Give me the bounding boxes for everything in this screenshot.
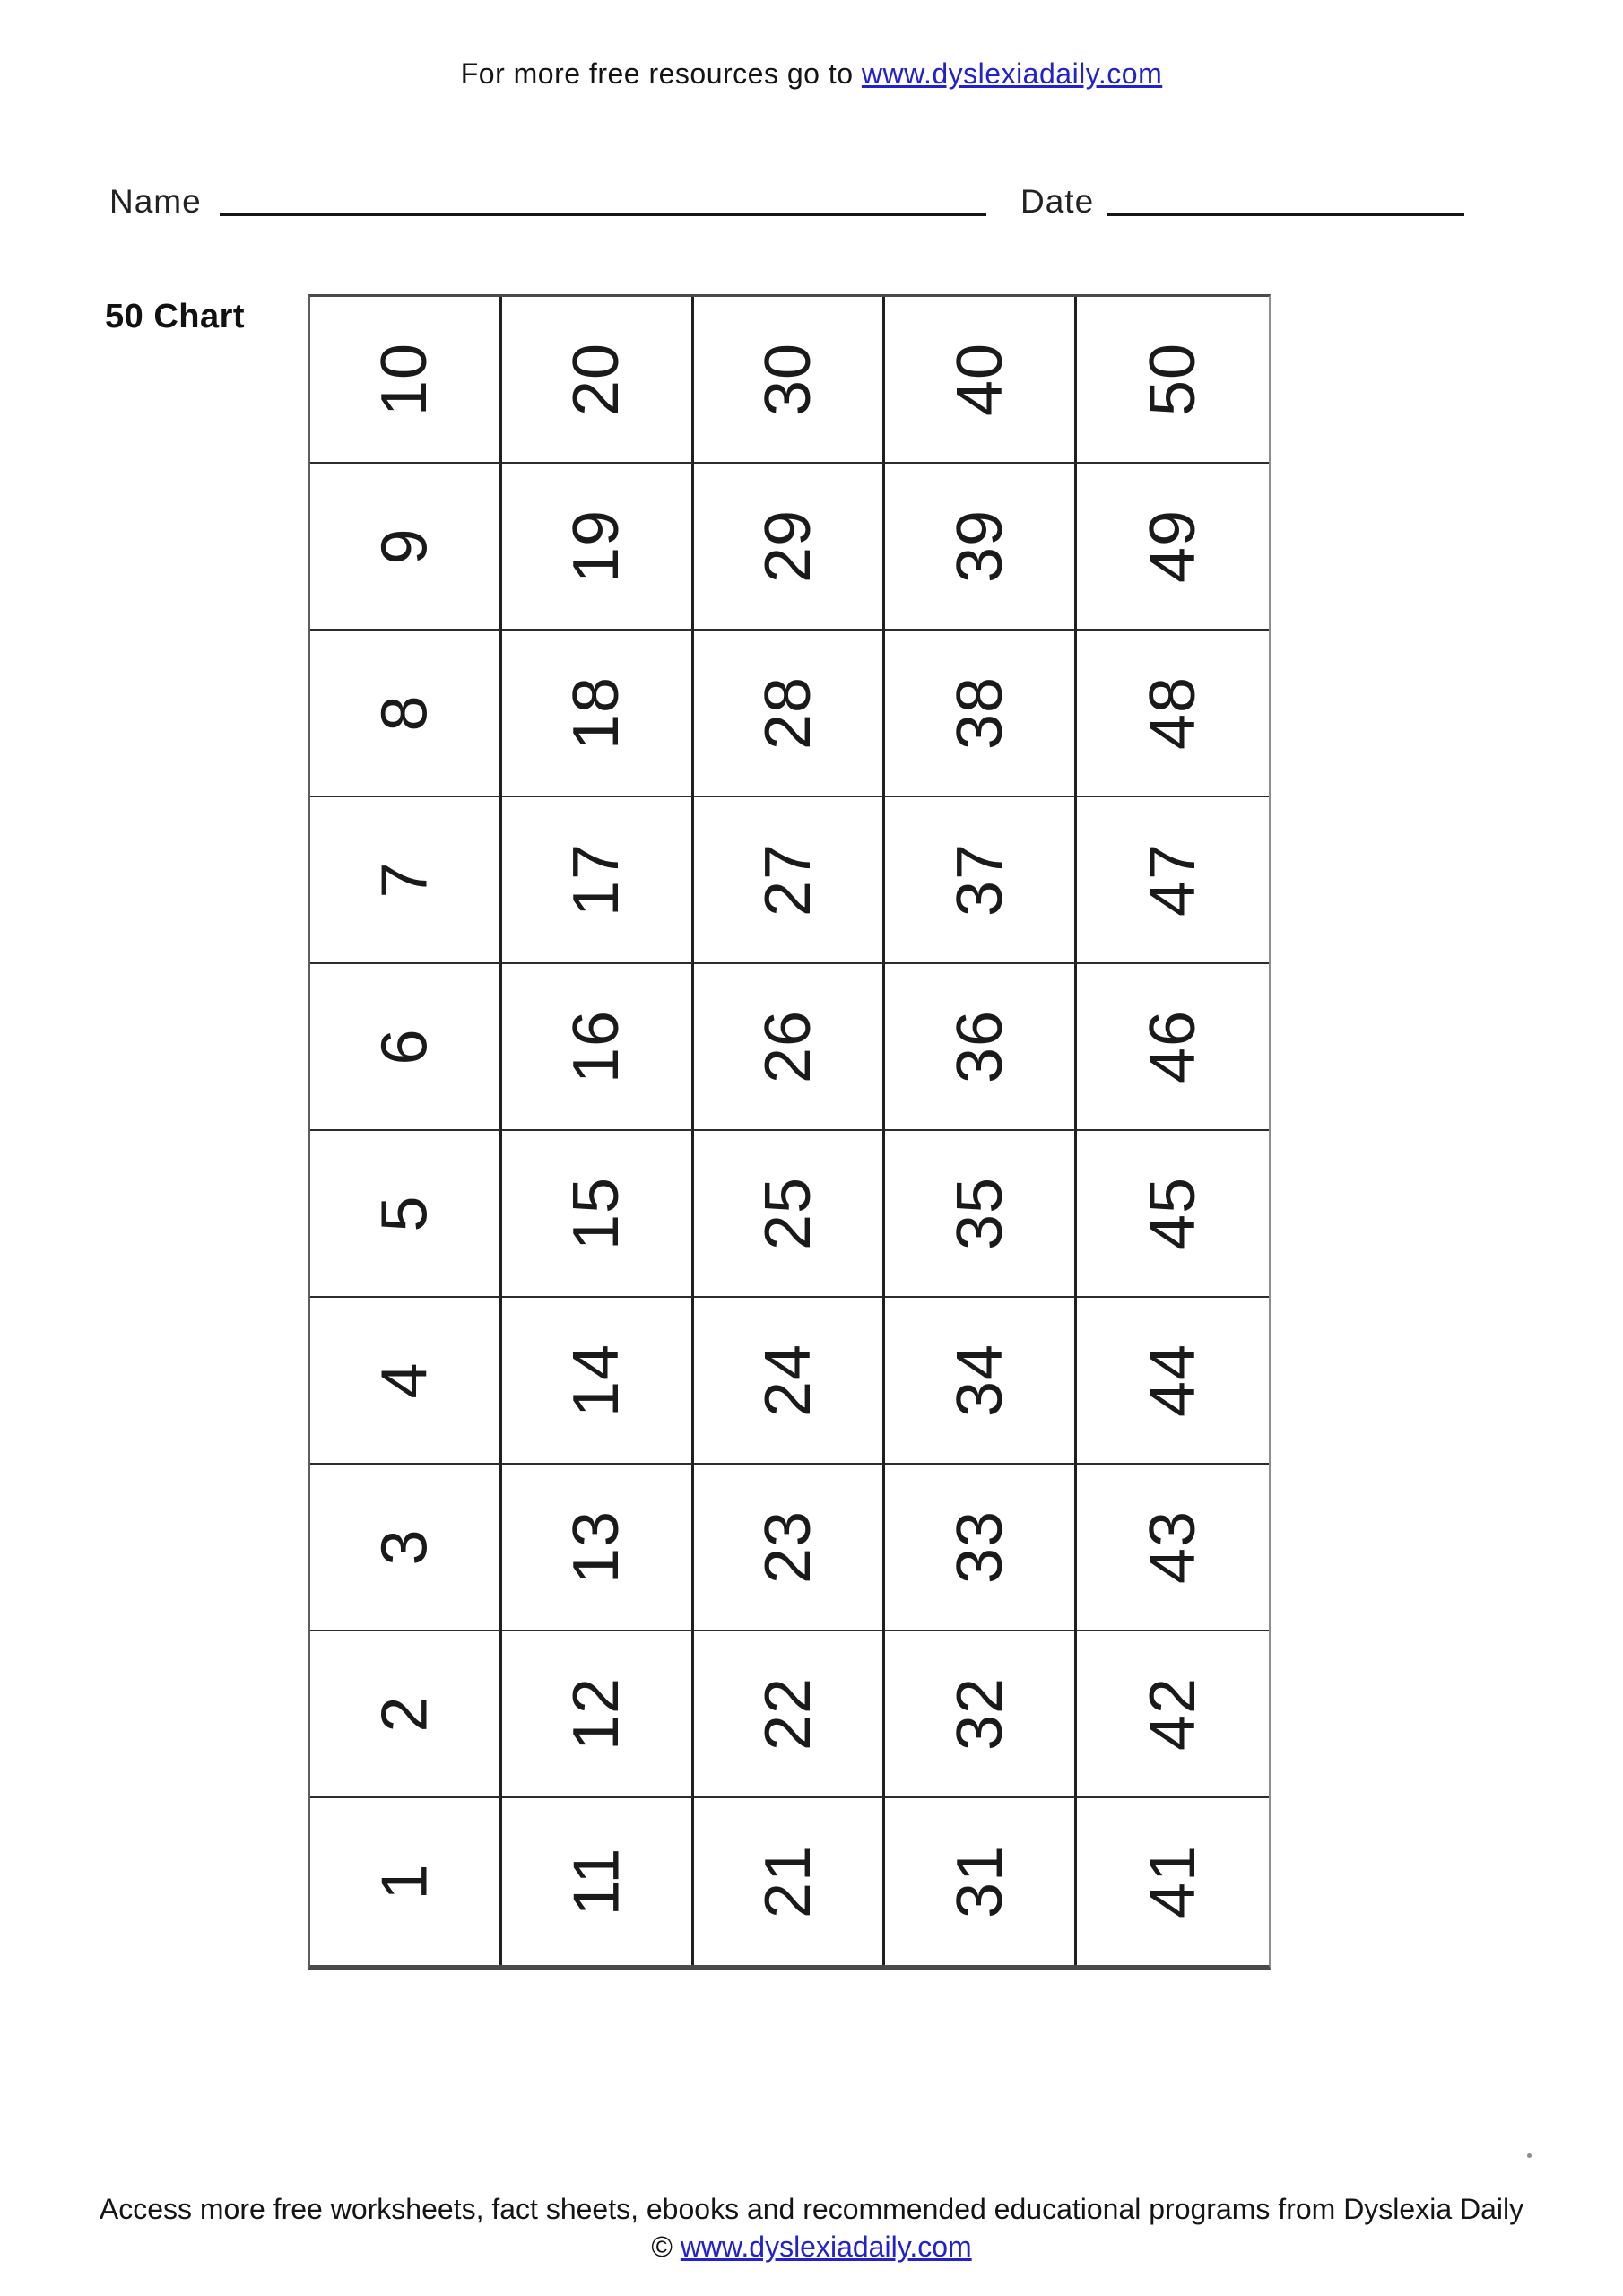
cell-number: 39: [943, 509, 1016, 584]
grid-cell-30: [694, 297, 886, 464]
cell-number: 26: [751, 1009, 824, 1084]
cell-number: 5: [369, 1195, 441, 1232]
grid-cell-23: [694, 1465, 886, 1631]
grid-cell-22: [694, 1631, 886, 1798]
grid-cell-13: [502, 1465, 694, 1631]
footer: [0, 2190, 1623, 2266]
cell-number: 46: [1137, 1009, 1210, 1084]
grid-cell-35: [885, 1131, 1077, 1298]
grid-cell-43: [1077, 1465, 1269, 1631]
cell-number: 8: [369, 694, 441, 732]
header-text: For more free resources go to: [460, 57, 862, 90]
cell-number: 23: [751, 1509, 824, 1585]
grid-cell-46: [1077, 964, 1269, 1131]
cell-number: 41: [1137, 1844, 1210, 1919]
grid-cell-24: [694, 1298, 886, 1465]
cell-number: 35: [943, 1176, 1016, 1251]
cell-number: 6: [369, 1028, 441, 1065]
cell-number: 30: [751, 342, 824, 417]
grid-cell-38: [885, 631, 1077, 797]
grid-cell-37: [885, 797, 1077, 964]
cell-number: 13: [560, 1509, 633, 1585]
grid-cell-25: [694, 1131, 886, 1298]
grid-cell-33: [885, 1465, 1077, 1631]
grid-cell-28: [694, 631, 886, 797]
cell-number: 34: [943, 1343, 1016, 1418]
cell-number: 24: [751, 1343, 824, 1418]
cell-number: 17: [560, 842, 633, 918]
cell-number: 1: [369, 1863, 441, 1900]
cell-number: 28: [751, 675, 824, 751]
grid-cell-6: [310, 964, 502, 1131]
fifty-chart-grid: [308, 294, 1271, 1970]
cell-number: 11: [560, 1847, 633, 1917]
cell-number: 38: [943, 675, 1016, 751]
cell-number: 19: [560, 509, 633, 584]
grid-cell-34: [885, 1298, 1077, 1465]
name-underline: [220, 213, 986, 216]
cell-number: 29: [751, 509, 824, 584]
grid-cell-40: [885, 297, 1077, 464]
cell-number: 7: [369, 861, 441, 899]
cell-number: 3: [369, 1528, 441, 1566]
grid-cell-42: [1077, 1631, 1269, 1798]
date-label: Date: [1020, 183, 1095, 220]
grid-cell-48: [1077, 631, 1269, 797]
grid-cell-16: [502, 964, 694, 1131]
cell-number: 50: [1137, 342, 1210, 417]
grid-cell-47: [1077, 797, 1269, 964]
grid-cell-15: [502, 1131, 694, 1298]
cell-number: 9: [369, 527, 441, 565]
cell-number: 15: [560, 1176, 633, 1251]
footer-line2: [0, 2228, 1623, 2266]
cell-number: 16: [560, 1009, 633, 1084]
grid-cell-45: [1077, 1131, 1269, 1298]
grid-cell-18: [502, 631, 694, 797]
cell-number: 22: [751, 1676, 824, 1752]
date-underline: [1107, 213, 1464, 216]
grid-cell-17: [502, 797, 694, 964]
grid-cell-20: [502, 297, 694, 464]
grid-cell-11: [502, 1798, 694, 1965]
grid-cell-32: [885, 1631, 1077, 1798]
grid-cell-36: [885, 964, 1077, 1131]
grid-cell-4: [310, 1298, 502, 1465]
grid-cell-41: [1077, 1798, 1269, 1965]
cell-number: 2: [369, 1695, 441, 1733]
cell-number: 14: [560, 1343, 633, 1418]
header-link[interactable]: www.dyslexiadaily.com: [861, 57, 1163, 90]
header: [0, 57, 1623, 91]
grid-cell-12: [502, 1631, 694, 1798]
cell-number: 45: [1137, 1176, 1210, 1251]
copyright-symbol: ©: [651, 2231, 681, 2263]
cell-number: 49: [1137, 509, 1210, 584]
cell-number: 42: [1137, 1676, 1210, 1752]
grid-cell-8: [310, 631, 502, 797]
cell-number: 47: [1137, 842, 1210, 918]
footer-link[interactable]: www.dyslexiadaily.com: [680, 2231, 972, 2263]
grid-cell-26: [694, 964, 886, 1131]
grid-cell-1: [310, 1798, 502, 1965]
grid-cell-7: [310, 797, 502, 964]
cell-number: 40: [943, 342, 1016, 417]
cell-number: 37: [943, 842, 1016, 918]
grid-cell-27: [694, 797, 886, 964]
cell-number: 4: [369, 1361, 441, 1399]
chart-title: 50 Chart: [105, 298, 246, 335]
cell-number: 12: [560, 1676, 633, 1752]
grid-cell-5: [310, 1131, 502, 1298]
grid-cell-2: [310, 1631, 502, 1798]
cell-number: 32: [943, 1676, 1016, 1752]
grid-cell-10: [310, 297, 502, 464]
cell-number: 33: [943, 1509, 1016, 1585]
cell-number: 20: [560, 342, 633, 417]
grid-cell-50: [1077, 297, 1269, 464]
cell-number: 25: [751, 1176, 824, 1251]
grid-cell-49: [1077, 464, 1269, 631]
cell-number: 10: [369, 342, 441, 417]
grid-cell-44: [1077, 1298, 1269, 1465]
cell-number: 44: [1137, 1343, 1210, 1418]
cell-number: 31: [943, 1844, 1016, 1919]
name-label: Name: [109, 183, 202, 220]
grid-cell-21: [694, 1798, 886, 1965]
grid-cell-19: [502, 464, 694, 631]
cell-number: 48: [1137, 675, 1210, 751]
grid-cell-14: [502, 1298, 694, 1465]
scan-speck: [1527, 2153, 1532, 2158]
cell-number: 43: [1137, 1509, 1210, 1585]
grid-cell-31: [885, 1798, 1077, 1965]
cell-number: 36: [943, 1009, 1016, 1084]
grid-cell-29: [694, 464, 886, 631]
cell-number: 27: [751, 842, 824, 918]
grid-cell-39: [885, 464, 1077, 631]
grid-cell-9: [310, 464, 502, 631]
grid-cell-3: [310, 1465, 502, 1631]
footer-line1: Access more free worksheets, fact sheets, ebooks and recommended educational programs from Dyslexia Daily: [99, 2193, 1524, 2225]
cell-number: 18: [560, 675, 633, 751]
cell-number: 21: [751, 1844, 824, 1919]
